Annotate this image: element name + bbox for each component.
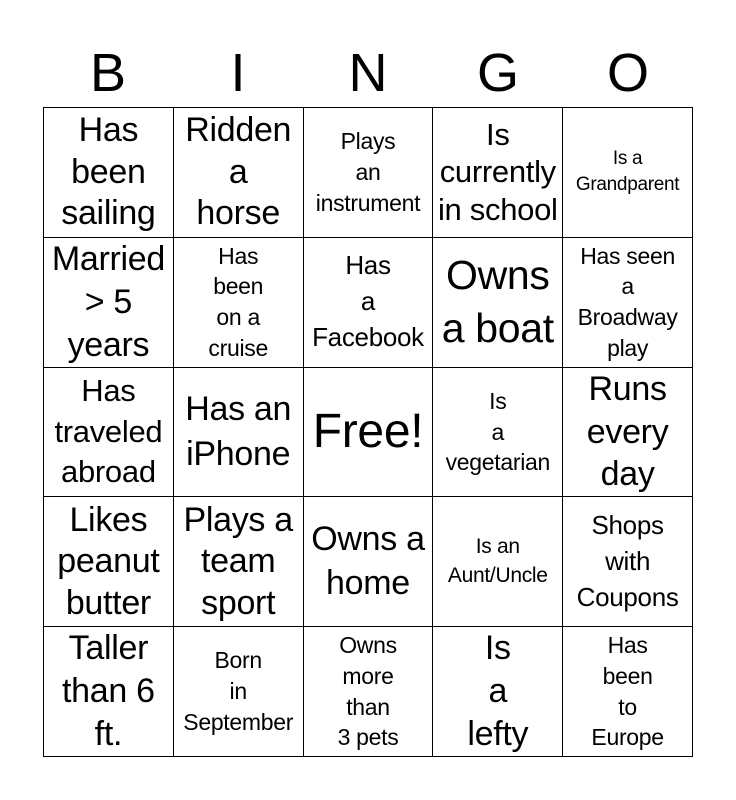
- cell-text: Taller than 6 ft.: [62, 629, 155, 753]
- cell-text: Plays an instrument: [315, 128, 421, 216]
- cell-text: Is a lefty: [467, 629, 529, 753]
- cell-text: Owns a boat: [441, 251, 554, 352]
- bingo-cell[interactable]: [433, 108, 563, 238]
- bingo-cell[interactable]: [563, 238, 693, 368]
- cell-text: Runs every day: [586, 369, 669, 494]
- bingo-cell[interactable]: [304, 627, 434, 757]
- cell-text: Shops with Coupons: [576, 509, 679, 612]
- bingo-cell[interactable]: [563, 108, 693, 238]
- bingo-cell[interactable]: [433, 238, 563, 368]
- bingo-cell[interactable]: [44, 368, 174, 498]
- cell-text: Owns a home: [311, 520, 425, 602]
- header-letter-i: I: [230, 43, 246, 103]
- cell-text: Free!: [312, 404, 424, 458]
- bingo-cell[interactable]: [304, 238, 434, 368]
- cell-text: Likes peanut butter: [57, 500, 160, 622]
- bingo-cell[interactable]: [563, 627, 693, 757]
- bingo-board: [43, 107, 693, 757]
- bingo-cell[interactable]: [563, 497, 693, 627]
- bingo-cell[interactable]: [174, 238, 304, 368]
- cell-text: Has been to Europe: [591, 631, 664, 751]
- cell-text: Has a Facebook: [312, 250, 424, 353]
- cell-text: Has been sailing: [61, 111, 156, 233]
- bingo-cell[interactable]: [304, 108, 434, 238]
- bingo-cell[interactable]: [44, 497, 174, 627]
- bingo-cell[interactable]: [174, 627, 304, 757]
- cell-text: Ridden a horse: [185, 111, 292, 233]
- header-letter-n: N: [348, 43, 388, 103]
- bingo-cell[interactable]: [433, 627, 563, 757]
- bingo-cell[interactable]: [174, 497, 304, 627]
- bingo-cell[interactable]: [563, 368, 693, 498]
- bingo-cell[interactable]: [44, 108, 174, 238]
- cell-text: Is currently in school: [437, 116, 558, 228]
- cell-text: Plays a team sport: [183, 500, 293, 622]
- bingo-cell[interactable]: [304, 497, 434, 627]
- free-space[interactable]: [304, 368, 434, 498]
- cell-text: Is an Aunt/Uncle: [447, 534, 548, 587]
- cell-text: Has traveled abroad: [54, 372, 163, 490]
- cell-text: Owns more than 3 pets: [337, 631, 399, 751]
- header-letter-o: O: [606, 43, 649, 103]
- bingo-cell[interactable]: [44, 238, 174, 368]
- cell-text: Is a Grandparent: [575, 148, 680, 196]
- bingo-cell[interactable]: [174, 368, 304, 498]
- cell-text: Is a vegetarian: [445, 387, 550, 476]
- cell-text: Born in September: [183, 647, 294, 735]
- bingo-cell[interactable]: [174, 108, 304, 238]
- cell-text: Has been on a cruise: [208, 242, 268, 361]
- header-letter-b: B: [89, 43, 127, 103]
- bingo-header: [43, 40, 693, 106]
- cell-text: Has seen a Broadway play: [577, 242, 678, 361]
- bingo-cell[interactable]: [433, 497, 563, 627]
- header-letter-g: G: [476, 43, 519, 103]
- cell-text: Married > 5 years: [51, 239, 165, 364]
- bingo-cell[interactable]: [44, 627, 174, 757]
- bingo-cell[interactable]: [433, 368, 563, 498]
- cell-text: Has an iPhone: [185, 389, 292, 473]
